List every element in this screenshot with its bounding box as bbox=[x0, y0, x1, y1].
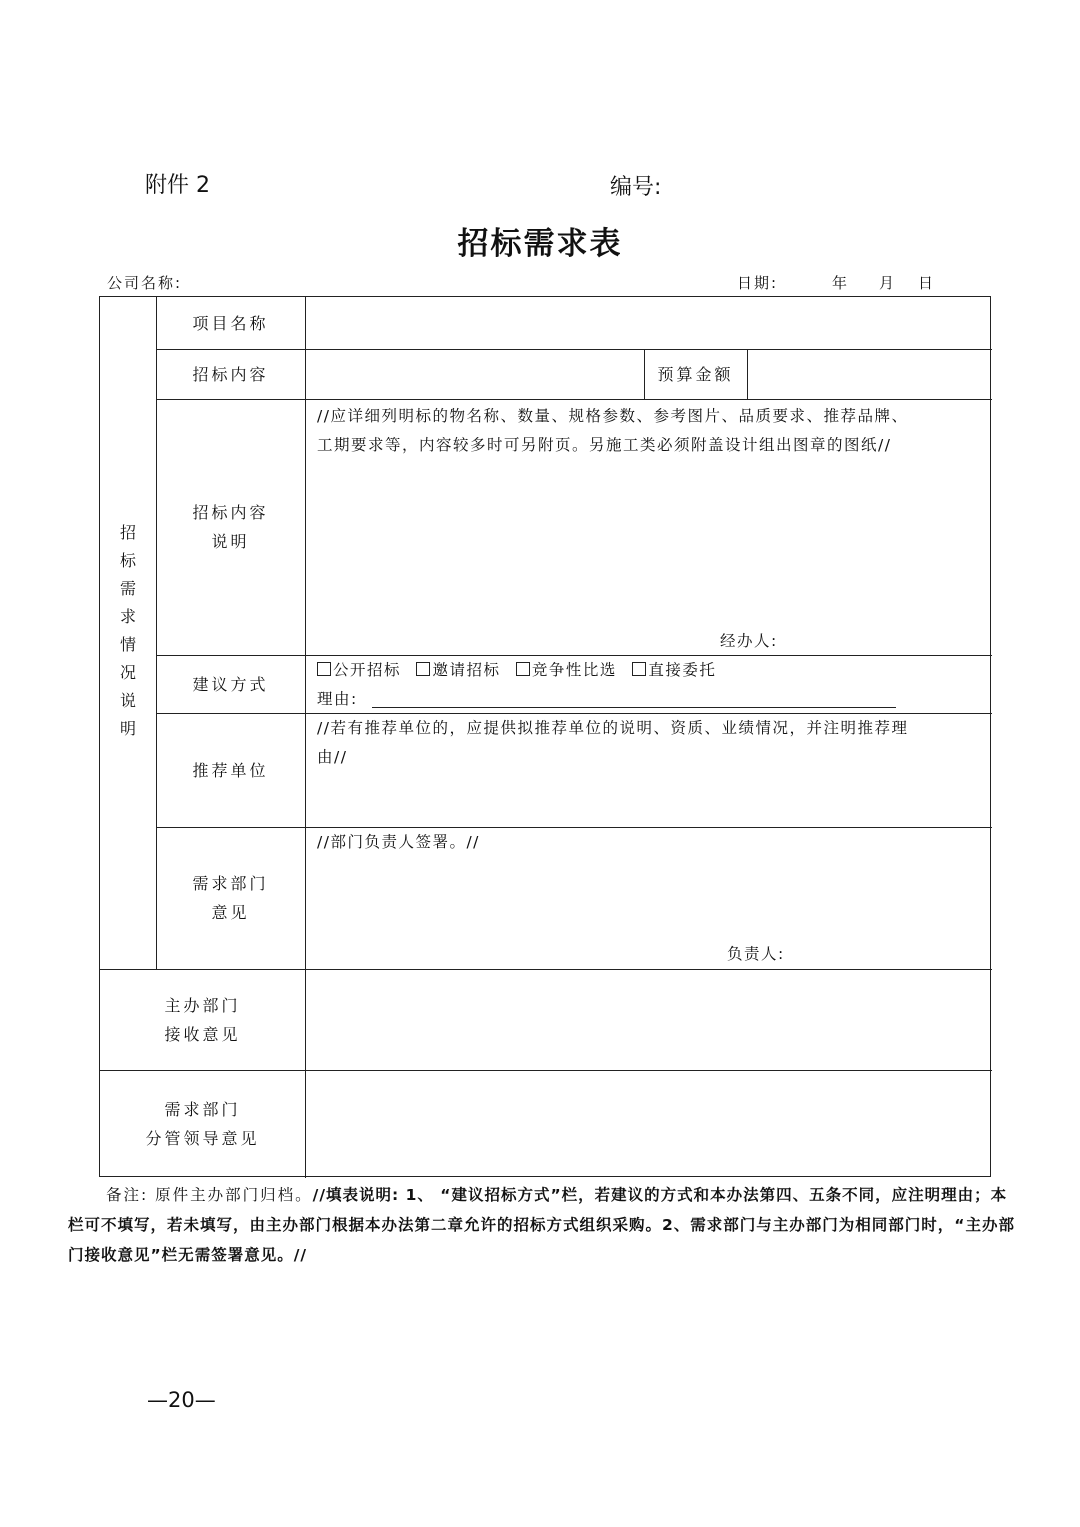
attachment-label: 附件 2 bbox=[145, 173, 210, 198]
recommended-unit-hint bbox=[317, 714, 908, 772]
section-vertical-label bbox=[118, 519, 138, 743]
date-year: 年 bbox=[832, 274, 848, 292]
method-label: 建议方式 bbox=[192, 674, 269, 694]
vertical-char: 情 bbox=[119, 635, 136, 654]
vertical-char: 说 bbox=[119, 691, 136, 710]
dept-opinion-label: 需求部门 意见 bbox=[192, 874, 269, 922]
recommended-unit-label: 推荐单位 bbox=[192, 760, 269, 780]
remarks-plain: 备注: 原件主办部门归档。 bbox=[106, 1186, 313, 1204]
checkbox-icon[interactable] bbox=[632, 662, 646, 676]
tender-content-field[interactable] bbox=[306, 349, 644, 399]
hint-line: 由// bbox=[317, 748, 348, 766]
date-day: 日 bbox=[918, 274, 934, 292]
remarks-note bbox=[68, 1180, 1018, 1270]
responsible-label: 负责人: bbox=[727, 945, 785, 963]
host-opinion-field[interactable] bbox=[306, 970, 992, 1070]
vertical-char: 招 bbox=[119, 523, 136, 542]
vertical-char: 标 bbox=[119, 551, 136, 570]
project-name-field[interactable] bbox=[306, 297, 992, 349]
leader-opinion-field[interactable] bbox=[306, 1071, 992, 1176]
vertical-char: 明 bbox=[119, 719, 136, 738]
method-options bbox=[317, 656, 725, 685]
date-label: 日期: bbox=[737, 274, 779, 292]
host-opinion-label: 主办部门 接收意见 bbox=[164, 995, 241, 1044]
dept-opinion-hint: //部门负责人签署。// bbox=[317, 833, 480, 851]
checkbox-icon[interactable] bbox=[516, 662, 530, 676]
remarks-instructions: //填表说明: 1、 “建议招标方式”栏，若建议的方式和本办法第四、五条不同，应注明理由；本栏可不填写，若未填写，由主办部门根据本办法第二章允许的招标方式组织采购。2、需求部门与主办部门为相同部门时，“主办部门接收意见”栏无需签署意见。// bbox=[68, 1186, 1015, 1264]
serial-number-label: 编号: bbox=[610, 175, 662, 200]
date-month: 月 bbox=[879, 274, 895, 292]
checkbox-icon[interactable] bbox=[416, 662, 430, 676]
option-invited-tender[interactable]: 邀请招标 bbox=[416, 661, 500, 679]
page-number: —20— bbox=[147, 1388, 216, 1412]
tender-requirement-table bbox=[99, 296, 991, 1177]
option-direct-commission[interactable]: 直接委托 bbox=[632, 661, 716, 679]
project-name-label: 项目名称 bbox=[192, 313, 269, 333]
reason-input-line[interactable] bbox=[372, 707, 896, 708]
hint-line: //若有推荐单位的，应提供拟推荐单位的说明、资质、业绩情况，并注明推荐理 bbox=[317, 719, 909, 737]
company-name-label: 公司名称: bbox=[107, 274, 183, 292]
budget-field[interactable] bbox=[748, 349, 992, 399]
vertical-char: 求 bbox=[119, 607, 136, 626]
option-competitive-selection[interactable]: 竞争性比选 bbox=[516, 661, 617, 679]
content-description-label: 招标内容 说明 bbox=[192, 503, 269, 551]
reason-label: 理由: bbox=[317, 690, 358, 708]
content-description-hint bbox=[317, 402, 908, 460]
page-title: 招标需求表 bbox=[457, 226, 623, 262]
budget-label: 预算金额 bbox=[657, 364, 734, 384]
vertical-char: 需 bbox=[119, 579, 136, 598]
hint-line: 工期要求等，内容较多时可另附页。另施工类必须附盖设计组出图章的图纸// bbox=[317, 436, 892, 454]
tender-content-label: 招标内容 bbox=[192, 364, 269, 384]
handler-label: 经办人: bbox=[720, 632, 778, 650]
option-open-tender[interactable]: 公开招标 bbox=[317, 661, 401, 679]
hint-line: //应详细列明标的物名称、数量、规格参数、参考图片、品质要求、推荐品牌、 bbox=[317, 407, 909, 425]
checkbox-icon[interactable] bbox=[317, 662, 331, 676]
vertical-char: 况 bbox=[119, 663, 136, 682]
leader-opinion-label: 需求部门 分管领导意见 bbox=[145, 1100, 260, 1148]
